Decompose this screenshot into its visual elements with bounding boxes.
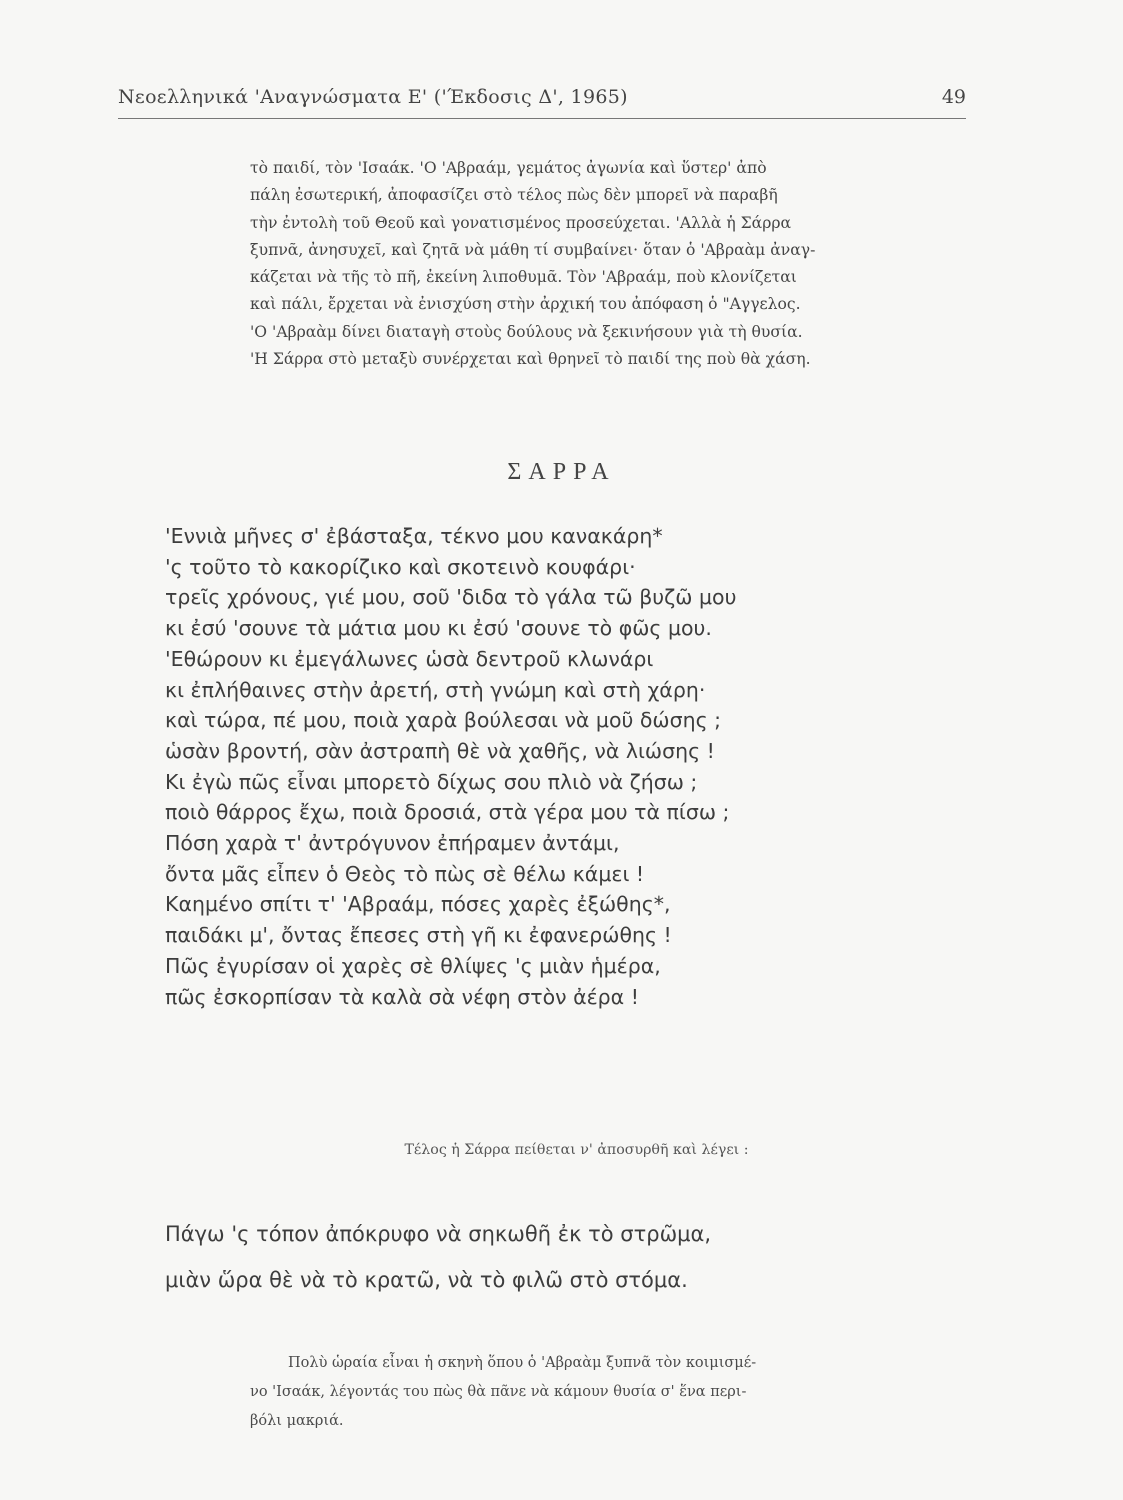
intro-line: τὸ παιδί, τὸν 'Ισαάκ. 'Ο 'Αβραάμ, γεμάτος ἀγωνία καὶ ὕστερ' ἀπὸ <box>250 159 767 177</box>
note-line: βόλι μακριά. <box>250 1413 344 1429</box>
running-header <box>118 86 966 116</box>
closing-couplet <box>165 1211 965 1303</box>
poem-stanza <box>165 521 965 1012</box>
poem-line: Καημένο σπίτι τ' 'Αβραάμ, πόσες χαρὲς ἐξώθης*, <box>165 892 671 917</box>
section-heading: ΣΑΡΡΑ <box>507 459 616 485</box>
poem-line: πῶς ἐσκορπίσαν τὰ καλὰ σὰ νέφη στὸν ἀέρα ! <box>165 984 639 1009</box>
poem-line: κι ἐσύ 'σουνε τὰ μάτια μου κι ἐσύ 'σουνε τὸ φῶς μου. <box>165 616 712 641</box>
poem-line: 'Εθώρουν κι ἐμεγάλωνες ὡσὰ δεντροῦ κλωνάρι <box>165 646 654 671</box>
intro-line: καὶ πάλι, ἔρχεται νὰ ἐνισχύση στὴν ἀρχική του ἀπόφαση ὁ "Αγγελος. <box>250 295 801 314</box>
note-line: Πολὺ ὡραία εἶναι ἡ σκηνὴ ὅπου ὁ 'Αβραὰμ ξυπνᾶ τὸν κοιμισμέ- <box>288 1355 757 1371</box>
commentary-note <box>250 1349 970 1436</box>
poem-line: Πῶς ἐγυρίσαν οἱ χαρὲς σὲ θλίψες 'ς μιὰν ἡμέρα, <box>165 953 661 978</box>
poem-line: παιδάκι μ', ὄντας ἔπεσες στὴ γῆ κι ἐφανερώθης ! <box>165 923 672 948</box>
poem-line: ποιὸ θάρρος ἔχω, ποιὰ δροσιά, στὰ γέρα μου τὰ πίσω ; <box>165 800 730 825</box>
intro-line: 'Η Σάρρα στὸ μεταξὺ συνέρχεται καὶ θρηνεῖ τὸ παιδί της ποὺ θὰ χάση. <box>250 350 811 369</box>
poem-line: κι ἐπλήθαινες στὴν ἀρετή, στὴ γνώμη καὶ στὴ χάρη· <box>165 677 706 702</box>
poem-line: 'Εννιὰ μῆνες σ' ἐβάσταξα, τέκνο μου κανακάρη* <box>165 524 663 548</box>
header-rule <box>118 118 966 119</box>
header-title: Νεοελληνικά 'Αναγνώσματα Ε' ('Έκδοσις Δ', 1965) <box>118 86 628 108</box>
couplet-line: Πάγω 'ς τόπον ἀπόκρυφο νὰ σηκωθῆ ἐκ τὸ στρῶμα, <box>165 1222 712 1246</box>
intro-line: τὴν ἐντολὴ τοῦ Θεοῦ καὶ γονατισμένος προσεύχεται. 'Αλλὰ ἡ Σάρρα <box>250 213 792 232</box>
note-line: νο 'Ισαάκ, λέγοντάς του πὼς θὰ πᾶνε νὰ κάμουν θυσία σ' ἕνα περι- <box>250 1384 747 1400</box>
page-number: 49 <box>941 86 966 108</box>
stage-direction: Τέλος ἡ Σάρρα πείθεται ν' ἀποσυρθῆ καὶ λέγει : <box>404 1142 749 1158</box>
poem-line: ὄντα μᾶς εἶπεν ὁ Θεὸς τὸ πὼς σὲ θέλω κάμει ! <box>165 861 645 886</box>
intro-paragraph <box>250 155 970 373</box>
poem-line: Πόση χαρὰ τ' ἀντρόγυνον ἐπήραμεν ἀντάμι, <box>165 831 620 856</box>
poem-line: 'ς τοῦτο τὸ κακορίζικο καὶ σκοτεινὸ κουφάρι· <box>165 554 636 579</box>
poem-line: καὶ τώρα, πέ μου, ποιὰ χαρὰ βούλεσαι νὰ μοῦ δώσης ; <box>165 708 722 733</box>
intro-line: πάλη ἐσωτερική, ἀποφασίζει στὸ τέλος πὼς δὲν μπορεῖ νὰ παραβῆ <box>250 186 778 205</box>
intro-line: 'Ο 'Αβραὰμ δίνει διαταγὴ στοὺς δούλους νὰ ξεκινήσουν γιὰ τὴ θυσία. <box>250 322 803 341</box>
couplet-line: μιὰν ὥρα θὲ νὰ τὸ κρατῶ, νὰ τὸ φιλῶ στὸ στόμα. <box>165 1268 688 1292</box>
poem-line: ὡσὰν βροντή, σὰν ἀστραπὴ θὲ νὰ χαθῆς, νὰ λιώσης ! <box>165 738 715 763</box>
intro-line: κάζεται νὰ τῆς τὸ πῆ, ἐκείνη λιποθυμᾶ. Τὸν 'Αβραάμ, ποὺ κλονίζεται <box>250 268 797 287</box>
intro-line: ξυπνᾶ, ἀνησυχεῖ, καὶ ζητᾶ νὰ μάθη τί συμβαίνει· ὅταν ὁ 'Αβραὰμ ἀναγ- <box>250 240 816 259</box>
poem-line: Κι ἐγὼ πῶς εἶναι μπορετὸ δίχως σου πλιὸ νὰ ζήσω ; <box>165 769 698 794</box>
poem-line: τρεῖς χρόνους, γιέ μου, σοῦ 'διδα τὸ γάλα τῶ βυζῶ μου <box>165 585 737 610</box>
